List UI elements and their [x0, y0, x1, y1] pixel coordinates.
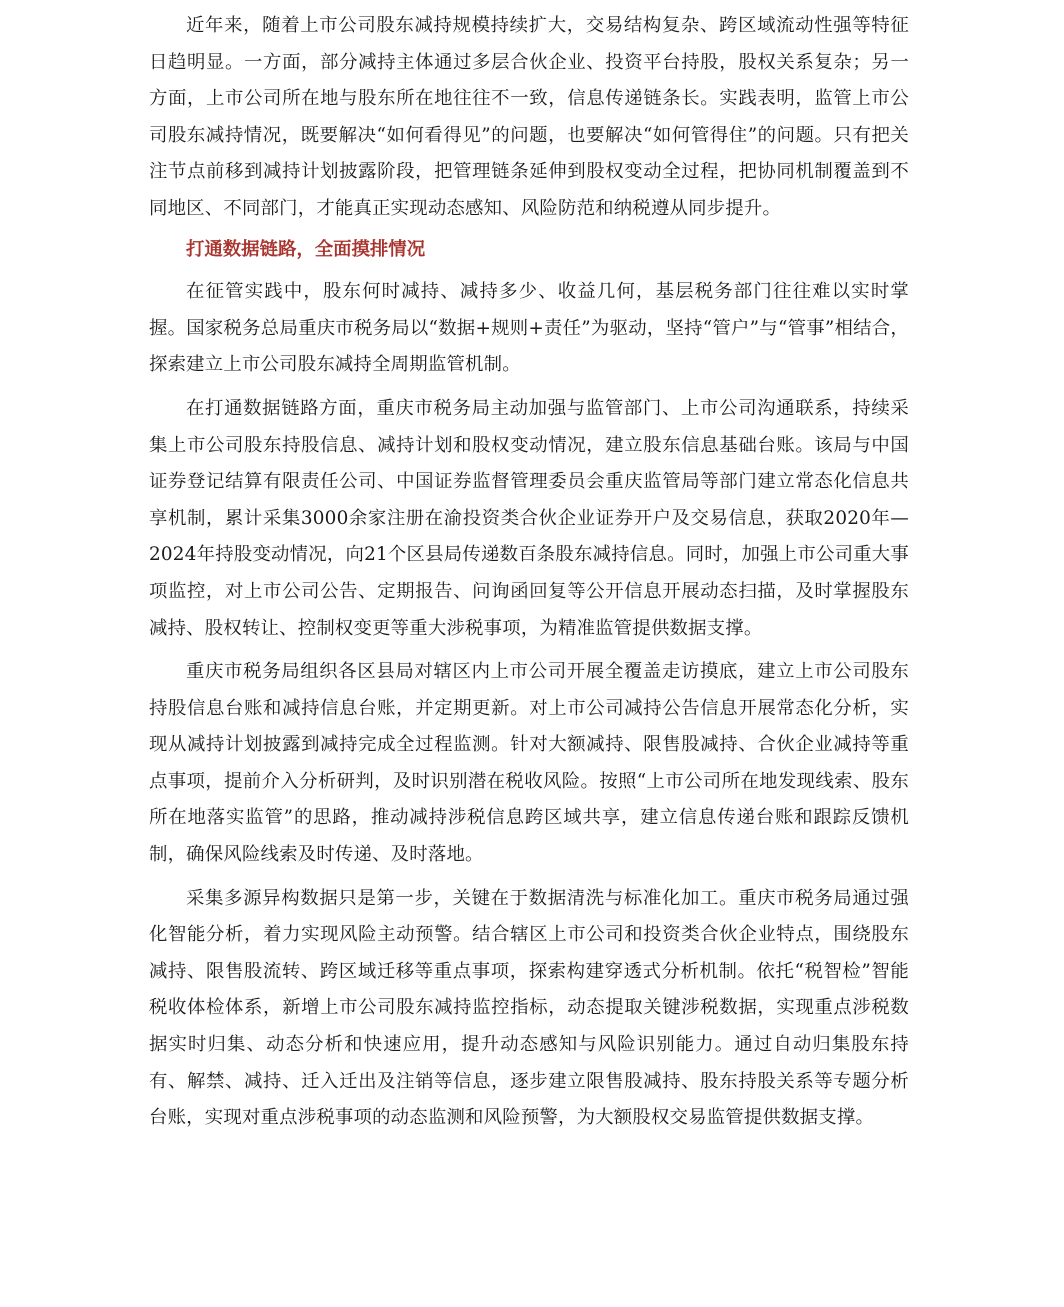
- paragraph-field-survey: 重庆市税务局组织各区县局对辖区内上市公司开展全覆盖走访摸底，建立上市公司股东持股信息台账和减持信息台账，并定期更新。对上市公司减持公告信息开展常态化分析，实现从减持计划披露到减持完成全过程监测。针对大额减持、限售股减持、合伙企业减持等重点事项，提前介入分析研判，及时识别潜在税收风险。按照“上市公司所在地发现线索、股东所在地落实监管”的思路，推动减持涉税信息跨区域共享，建立信息传递台账和跟踪反馈机制，确保风险线索及时传递、及时落地。: [149, 661, 909, 866]
- paragraph-smart-analysis: 采集多源异构数据只是第一步，关键在于数据清洗与标准化加工。重庆市税务局通过强化智能分析，着力实现风险主动预警。结合辖区上市公司和投资类合伙企业特点，围绕股东减持、限售股流转、跨区域迁移等重点事项，探索构建穿透式分析机制。依托“税智检”智能税收体检体系，新增上市公司股东减持监控指标，动态提取关键涉税数据，实现重点涉税数据实时归集、动态分析和快速应用，提升动态感知与风险识别能力。通过自动归集股东持有、解禁、减持、迁入迁出及注销等信息，逐步建立限售股减持、股东持股关系等专题分析台账，实现对重点涉税事项的动态监测和风险预警，为大额股权交易监管提供数据支撑。: [149, 887, 909, 1129]
- section-heading: 打通数据链路，全面摸排情况: [186, 238, 426, 260]
- paragraph-data-link: 在打通数据链路方面，重庆市税务局主动加强与监管部门、上市公司沟通联系，持续采集上市公司股东持股信息、减持计划和股权变动情况，建立股东信息基础台账。该局与中国证券登记结算有限责任公司、中国证券监督管理委员会重庆监管局等部门建立常态化信息共享机制，累计采集3000余家注册在渝投资类合伙企业证券开户及交易信息，获取2020年—2024年持股变动情况，向21个区县局传递数百条股东减持信息。同时，加强上市公司重大事项监控，对上市公司公告、定期报告、问询函回复等公开信息开展动态扫描，及时掌握股东减持、股权转让、控制权变更等重大涉税事项，为精准监管提供数据支撑。: [149, 397, 909, 639]
- article-body: [149, 8, 909, 1137]
- paragraph-practice: 在征管实践中，股东何时减持、减持多少、收益几何，基层税务部门往往难以实时掌握。国家税务总局重庆市税务局以“数据+规则+责任”为驱动，坚持“管户”与“管事”相结合，探索建立上市公司股东减持全周期监管机制。: [149, 281, 909, 376]
- paragraph-intro: 近年来，随着上市公司股东减持规模持续扩大，交易结构复杂、跨区域流动性强等特征日趋明显。一方面，部分减持主体通过多层合伙企业、投资平台持股，股权关系复杂；另一方面，上市公司所在地与股东所在地往往不一致，信息传递链条长。实践表明，监管上市公司股东减持情况，既要解决“如何看得见”的问题，也要解决“如何管得住”的问题。只有把关注节点前移到减持计划披露阶段，把管理链条延伸到股权变动全过程，把协同机制覆盖到不同地区、不同部门，才能真正实现动态感知、风险防范和纳税遵从同步提升。: [149, 15, 909, 219]
